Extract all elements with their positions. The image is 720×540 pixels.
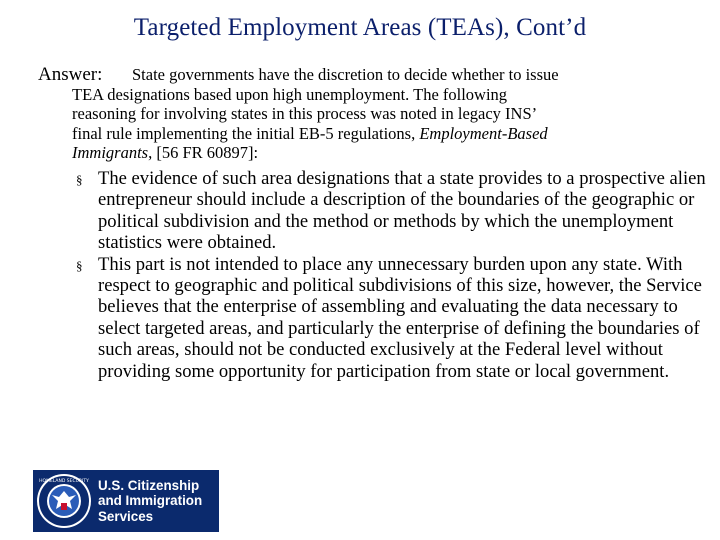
intro-italic: Employment-Based bbox=[419, 123, 548, 143]
bullet-list bbox=[76, 168, 706, 382]
uscis-logo bbox=[33, 470, 219, 532]
logo-line: and Immigration bbox=[98, 493, 203, 509]
seal-caption: HOMELAND SECURITY bbox=[39, 479, 89, 484]
bullet-text: This part is not intended to place any unnecessary burden upon any state. With respect to geographic and political subdivisions of this size, however, the Service believes that the enterprise of assembling and evaluating the data necessary to select targeted areas, and particularly the enterprise of defining the boundaries of such areas, should not be conducted exclusively at the Federal level without providing some opportunity for participation from state or local government. bbox=[98, 253, 702, 382]
intro-line: reasoning for involving states in this process was noted in legacy INS’ bbox=[72, 104, 538, 123]
logo-line: Services bbox=[98, 508, 154, 524]
intro-italic: Immigrants bbox=[72, 143, 149, 162]
bullet-item bbox=[76, 168, 706, 254]
logo-wordmark bbox=[98, 478, 202, 525]
logo-line: U.S. Citizenship bbox=[98, 477, 200, 493]
slide-title: Targeted Employment Areas (TEAs), Cont’d bbox=[133, 14, 587, 41]
intro-paragraph bbox=[72, 65, 702, 163]
dhs-seal-icon bbox=[36, 473, 92, 529]
intro-line: final rule implementing the initial EB-5 regulations, Employment-Based bbox=[72, 123, 548, 143]
bullet-item bbox=[76, 254, 706, 382]
intro-line: State governments have the discretion to decide whether to issue bbox=[132, 65, 559, 84]
intro-line: TEA designations based upon high unemployment. The following bbox=[72, 84, 508, 104]
answer-label: Answer: bbox=[38, 64, 103, 85]
bullet-mark-icon: § bbox=[76, 257, 83, 273]
intro-line: Immigrants, [56 FR 60897]: bbox=[72, 143, 259, 162]
bullet-text: The evidence of such area designations that a state provides to a prospective alien entrepreneur should include a description of the boundaries of the geographic or political subdivision and the method or methods by which the unemployment statistics were obtained. bbox=[98, 168, 706, 254]
bullet-mark-icon: § bbox=[76, 172, 83, 187]
